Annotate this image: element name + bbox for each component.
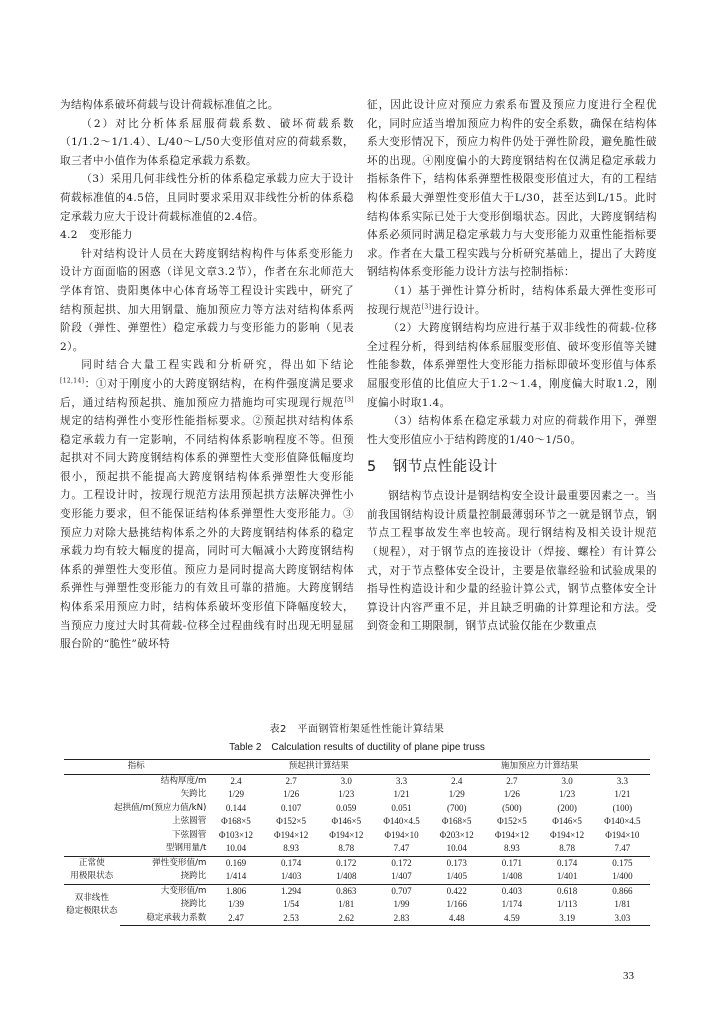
table-cell: 0.174 bbox=[540, 856, 595, 870]
table-row bbox=[64, 802, 650, 816]
text-span: 进行设计。 bbox=[431, 303, 486, 316]
row-label: 稳定承载力系数 bbox=[120, 912, 209, 926]
table-row bbox=[64, 884, 650, 898]
table-cell: 8.78 bbox=[559, 843, 575, 853]
table-cell: 3.03 bbox=[595, 912, 650, 926]
table-cell: 1/29 bbox=[227, 789, 244, 799]
table-cell: 2.4 bbox=[230, 775, 242, 786]
table-header-row bbox=[64, 760, 650, 775]
table-cell: 1/400 bbox=[612, 871, 633, 881]
table-cell: Φ140×4.5 bbox=[383, 816, 420, 826]
row-label: 大变形值/m bbox=[120, 884, 209, 898]
table-cell: 0.173 bbox=[429, 856, 484, 870]
table-cell: 10.04 bbox=[225, 843, 247, 853]
table-cell: 3.0 bbox=[561, 775, 573, 786]
table-cell: 0.174 bbox=[264, 856, 319, 870]
table-cell: Φ152×5 bbox=[276, 816, 306, 826]
table-cell: 1/81 bbox=[338, 899, 355, 909]
row-label: 矢跨比 bbox=[180, 789, 207, 799]
table-cell: 0.403 bbox=[484, 884, 539, 898]
group-label-line: 正常使 bbox=[78, 858, 105, 868]
row-label: 型钢用量/t bbox=[165, 843, 207, 853]
left-paragraph-1: 为结构体系破坏荷载与设计荷载标准值之比。 bbox=[60, 99, 279, 111]
table-cell: 10.04 bbox=[446, 843, 467, 853]
left-paragraph-4: 针对结构设计人员在大跨度钢结构构件与体系变形能力设计方面面临的困惑（详见文章3.2节），作者在东北师范大学体育馆、贵阳奥体中心体育场等工程设计实践中，研究了结构预起拱、加大用钢量、施加预应力等方法对结构体系两阶段（弹性、弹塑性）稳定承载力与变形能力的影响（见表2）。 bbox=[60, 247, 354, 353]
table-cell: 2.7 bbox=[285, 775, 297, 786]
table-cell: 1/21 bbox=[393, 789, 410, 799]
table-cell: (500) bbox=[502, 802, 522, 813]
right-column bbox=[367, 96, 657, 636]
row-group-label bbox=[64, 884, 120, 926]
table-cell: 3.0 bbox=[340, 775, 352, 786]
right-paragraph-2 bbox=[367, 282, 657, 319]
table-cell: 0.866 bbox=[595, 884, 650, 898]
table-cell: 1/21 bbox=[614, 789, 631, 799]
table-cell: 0.172 bbox=[319, 856, 374, 870]
text-span: 规定的结构弹性小变形性能指标要求。②预起拱对结构体系稳定承载力有一定影响，不同结构体系影响程度不等。但预起拱对不同大跨度钢结构体系的弹塑性大变形值降低幅度均很小，预起拱不能提高大跨度钢结构体系弹塑性大变形能力。工程设计时，按现行规范方法用预起拱方法解决弹性小变形能力要求，但不能保证结构体系弹塑性大变形能力。③预应力对除大悬挑结构体系之外的大跨度钢结构体系的稳定承载力均有较大幅度的提高，同时可大幅减小大跨度钢结构体系的弹塑性大变形值。预应力是同时提高大跨度钢结构体系弹性与弹塑性变形能力的有效且可靠的措施。大跨度钢结构体系采用预应力时，结构体系破坏变形值下降幅度较大，当预应力度过大时其荷载-位移全过程曲线有时出现无明显屈服台阶的“脆性”破坏特 bbox=[60, 415, 354, 651]
table-cell: 0.107 bbox=[281, 802, 302, 813]
table-cell: Φ194×12 bbox=[329, 829, 364, 840]
table-row bbox=[64, 788, 650, 802]
table-cell: 0.422 bbox=[429, 884, 484, 898]
table-cell: 1/408 bbox=[336, 871, 357, 881]
table-cell: 1/408 bbox=[501, 871, 523, 881]
table-cell: 0.171 bbox=[484, 856, 539, 870]
header-indicator: 指标 bbox=[64, 760, 208, 775]
right-paragraph-1: 征，因此设计应对预应力索系布置及预应力度进行全程优化，同时应适当增加预应力构件的安全系数，确保在结构体系大变形情况下，预应力构件仍处于弹性阶段，避免脆性破坏的出现。④刚度偏小的大跨度钢结构在仅满足稳定承载力指标条件下，结构体系弹塑性极限变形值过大，有的工程结构体系最大弹塑性变形值大于L/30，甚至达到L/15。此时结构体系实际已处于大变形倒塌状态。因此，大跨度钢结构体系必须同时满足稳定承载力与大变形能力双重性能指标要求。作者在大量工程实践与分析研究基础上，提出了大跨度钢结构体系变形能力设计方法与控制指标： bbox=[367, 99, 657, 279]
table-cell: Φ146×5 bbox=[331, 816, 362, 826]
table-cell: 1/401 bbox=[556, 871, 578, 881]
citation: [3] bbox=[421, 303, 432, 310]
section-heading-5 bbox=[367, 456, 657, 478]
table-cell: 8.93 bbox=[283, 843, 299, 853]
results-table bbox=[64, 759, 650, 926]
page-number: 33 bbox=[623, 970, 634, 982]
section-number: 5 bbox=[367, 459, 377, 476]
table-cell: Φ194×12 bbox=[494, 829, 529, 840]
table-cell: Φ146×5 bbox=[552, 816, 582, 826]
table-cell: 0.618 bbox=[540, 884, 595, 898]
citation: [3] bbox=[344, 395, 354, 403]
header-group-prestress: 施加预应力计算结果 bbox=[429, 760, 650, 775]
table-cell: 2.4 bbox=[451, 775, 463, 786]
table-cell: Φ194×12 bbox=[550, 829, 585, 840]
table-cell: 1/407 bbox=[391, 871, 412, 881]
table-cell: Φ168×5 bbox=[441, 816, 472, 826]
table-cell: Φ140×4.5 bbox=[604, 816, 641, 826]
table-row bbox=[64, 898, 650, 912]
table-cell: 0.172 bbox=[374, 856, 429, 870]
table-cell: 2.7 bbox=[506, 775, 518, 786]
table-cell: 2.83 bbox=[374, 912, 429, 926]
right-paragraph-5: 钢结构节点设计是钢结构安全设计最重要因素之一。当前我国钢结构设计质量控制最薄弱环节之一就是钢节点，钢节点工程事故发生率也较高。现行钢结构及相关设计规范（规程），对于钢节点的连接设计（焊接、螺栓）有计算公式，对于节点整体安全设计，主要是依靠经验和试验成果的指导性构造设计和少量的经验计算公式，钢节点整体安全计算设计内容严重不足，并且缺乏明确的计算理论和方法。受到资金和工期限制，钢节点试验仅能在少数重点 bbox=[367, 490, 657, 633]
table-cell: 4.59 bbox=[484, 912, 539, 926]
right-paragraph-3: （2）大跨度钢结构均应进行基于双非线性的荷载-位移全过程分析，得到结构体系屈服变形值、破坏变形值等关键性能参数，体系弹塑性大变形能力指标即破坏变形值与体系屈服变形值的比值应大于1.2～1.4，刚度偏大时取1.2，刚度偏小时取1.4。 bbox=[367, 322, 657, 409]
table-cell: 1/26 bbox=[503, 789, 520, 799]
table-cell: Φ152×5 bbox=[497, 816, 527, 826]
table-row bbox=[64, 870, 650, 884]
table-cell: (200) bbox=[557, 802, 577, 813]
table-cell: (700) bbox=[446, 802, 467, 813]
table-cell: 0.144 bbox=[225, 802, 247, 813]
table-cell: (100) bbox=[612, 802, 633, 813]
table-cell: 1/166 bbox=[446, 899, 467, 909]
text-span: ：①对于刚度小的大跨度钢结构，在构件强度满足要求后，通过结构预起拱、施加预应力措施均可实现现行规范 bbox=[60, 377, 354, 409]
header-group-precamber: 预起拱计算结果 bbox=[208, 760, 429, 775]
table-cell: 8.78 bbox=[338, 843, 355, 853]
table-cell: 3.19 bbox=[540, 912, 595, 926]
table-cell: 1/54 bbox=[283, 899, 300, 909]
table-cell: 1/29 bbox=[448, 789, 465, 799]
table-cell: 0.059 bbox=[336, 802, 357, 813]
table-cell: 1/23 bbox=[559, 789, 576, 799]
table-cell: 7.47 bbox=[614, 843, 631, 853]
left-column bbox=[60, 96, 354, 654]
citation: [12,14] bbox=[60, 377, 85, 385]
section-title: 钢节点性能设计 bbox=[392, 459, 498, 476]
table-cell: 0.707 bbox=[374, 884, 429, 898]
left-paragraph-5 bbox=[60, 356, 354, 654]
table-cell: 1/414 bbox=[225, 871, 247, 881]
table-cell: 3.3 bbox=[616, 775, 628, 786]
row-label: 结构厚度/m bbox=[160, 775, 207, 786]
table-cell: 7.47 bbox=[393, 843, 410, 853]
table-cell: Φ203×12 bbox=[439, 829, 474, 840]
table-cell: 4.48 bbox=[429, 912, 484, 926]
table-cell: Φ194×10 bbox=[605, 829, 640, 840]
text-span: 同时结合大量工程实践和分析研究，得出如下结论 bbox=[81, 359, 354, 372]
table-cell: 1/113 bbox=[557, 899, 578, 909]
row-label: 弹性变形值/m bbox=[120, 856, 209, 870]
table-cell: 0.051 bbox=[391, 802, 412, 813]
table-cell: 1/39 bbox=[227, 899, 244, 909]
row-label: 起拱值/m(预应力值/kN) bbox=[113, 802, 207, 813]
table-cell: 1/99 bbox=[393, 899, 410, 909]
row-label: 挠跨比 bbox=[180, 871, 207, 881]
table-cell: 8.93 bbox=[504, 843, 520, 853]
table-row bbox=[64, 774, 650, 788]
table-row bbox=[64, 815, 650, 829]
table-row bbox=[64, 829, 650, 843]
section-number: 4.2 bbox=[60, 229, 78, 242]
section-heading-4-2 bbox=[60, 226, 354, 245]
table-cell: Φ103×12 bbox=[218, 829, 254, 840]
table-cell: Φ194×10 bbox=[384, 829, 419, 840]
group-label-line: 双非线性 bbox=[74, 893, 109, 903]
table-cell: 3.3 bbox=[395, 775, 408, 786]
row-label: 下弦圆管 bbox=[171, 829, 207, 840]
table-cell: Φ194×12 bbox=[274, 829, 309, 840]
table-cell: 0.175 bbox=[595, 856, 650, 870]
right-paragraph-4: （3）结构体系在稳定承载力对应的荷载作用下，弹塑性大变形值应小于结构跨度的1/40～1/50。 bbox=[367, 415, 657, 446]
table-row bbox=[64, 912, 650, 926]
table-cell: 1/81 bbox=[614, 899, 631, 909]
table-cell: Φ168×5 bbox=[221, 816, 251, 826]
table-cell: 1/405 bbox=[446, 871, 467, 881]
table-caption-cn: 表2 平面钢管桁架延性性能计算结果 bbox=[269, 724, 445, 735]
group-label-line: 稳定极限状态 bbox=[66, 906, 118, 916]
table-cell: 1.806 bbox=[208, 884, 263, 898]
table-cell: 0.169 bbox=[208, 856, 263, 870]
left-paragraph-2: （2）对比分析体系屈服荷载系数、破坏荷载系数（1/1.2～1/1.4）、L/40～L/50大变形值对应的荷载系数，取三者中小值作为体系稳定承载力系数。 bbox=[60, 117, 354, 167]
section-title: 变形能力 bbox=[89, 229, 133, 242]
table-cell: 2.62 bbox=[319, 912, 374, 926]
group-label-line: 用极限状态 bbox=[70, 871, 114, 881]
row-group-label bbox=[64, 856, 120, 884]
text-span: （1）基于弹性计算分析时，结构体系最大弹性变形可按现行规范 bbox=[367, 284, 657, 316]
table-cell: 2.53 bbox=[264, 912, 319, 926]
table-row bbox=[64, 856, 650, 870]
table-cell: 1/23 bbox=[338, 789, 355, 799]
table-cell: 1/26 bbox=[283, 789, 300, 799]
table-cell: 1/403 bbox=[280, 871, 302, 881]
row-label: 挠跨比 bbox=[180, 899, 207, 909]
table-2 bbox=[64, 720, 650, 926]
table-caption-en: Table 2 Calculation results of ductility of plane pipe truss bbox=[229, 742, 485, 753]
table-row bbox=[64, 842, 650, 856]
left-paragraph-3: （3）采用几何非线性分析的体系稳定承载力应大于设计荷载标准值的4.5倍，且同时要求采用双非线性分析的体系稳定承载力应大于设计荷载标准值的2.4倍。 bbox=[60, 173, 354, 223]
table-cell: 1.294 bbox=[264, 884, 319, 898]
table-cell: 0.863 bbox=[319, 884, 374, 898]
table-cell: 2.47 bbox=[208, 912, 263, 926]
row-label: 上弦圆管 bbox=[171, 816, 207, 826]
table-cell: 1/174 bbox=[501, 899, 523, 909]
